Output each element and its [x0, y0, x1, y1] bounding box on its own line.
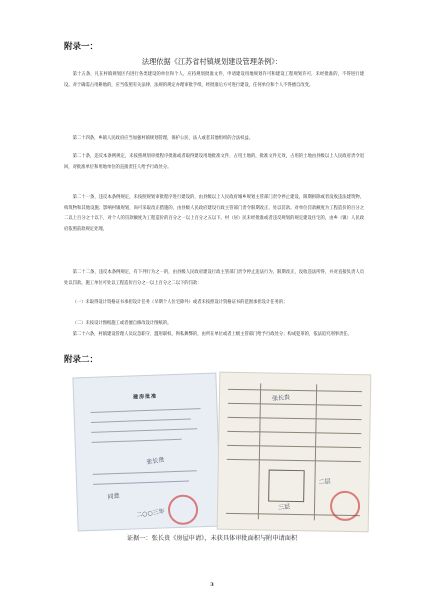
article-15: 第十五条，凡在村镇规划区内进行各类建设的单位和个人，应持规划批准文件，申请建设用地规划许可和建设工程规划许可，未经批准的，不得进行建设。对于确需占用耕地的，应当依照有关法律、法规的规定办理审批手续，经批准后方可进行建设，任何单位和个人不得擅自改变。 — [64, 72, 364, 88]
form-row-line — [227, 431, 361, 434]
approval-doc-title: 建房批准 — [132, 393, 158, 401]
appendix-one-heading: 附录一： — [64, 42, 99, 52]
handwriting-name: 张长贵 — [146, 456, 165, 466]
article-24: 第二十四条，乡镇人民政府应当加强村镇规划管理，保护公民、法人或者其他组织的合法权益。 — [72, 136, 254, 141]
handwriting-floors-b: 三层 — [277, 503, 291, 512]
page-number: 3 — [210, 582, 214, 588]
clause-1: （一）未取得设计资格证书承担设计任务（早期个人住宅除外）或者未按照设计资格证书的范围承担设计任务的； — [72, 300, 288, 305]
article-26: 第二十六条，村镇建设管理人员玩忽职守、滥用职权、徇私舞弊的，由所在单位或者上级主管部门给予行政处分；构成犯罪的，依法追究刑事责任。 — [72, 332, 352, 337]
evidence-caption: 证据一：张长贵《房屋申请》，未获具体审批面积与附申请面积 — [126, 535, 298, 542]
form-row-line — [228, 403, 362, 406]
law-title: 法理依据《江苏省村镇规划建设管理条例》： — [141, 57, 283, 66]
article-22: 第二十二条，违反本条例规定，有下列行为之一的，由县级人民政府建设行政主管部门责令停止违法行为，限期改正，没收违法所得，并对直接负责人员处以罚款。施工单位可处以工程造价百分之一以上百分之二以下的罚款： — [64, 270, 364, 286]
form-row-line — [228, 417, 362, 420]
approval-document-photo — [73, 374, 220, 531]
handwriting-floors-a: 二层 — [318, 478, 331, 487]
form-row-line — [228, 389, 362, 392]
doc-text-line — [92, 439, 182, 443]
doc-text-line — [93, 470, 197, 474]
doc-text-line — [93, 481, 189, 485]
article-20: 第二十条，违反本条例规定，未按照规划审批程序批准或者取得建设用地批准文件，占用土地的，批准文件无效，占用的土地由县级以上人民政府责令退回，对批准单位和用地单位的直接责任人给予行政处分。 — [64, 154, 364, 170]
article-21: 第二十一条，违反本条例规定，未按照规划审批程序进行建设的，由县级以上人民政府城乡规划主管部门责令停止建设，限期拆除或者没收违法建筑物，构筑物和其他设施；影响村镇规划，尚可采取改正措施的，由县级人民政府建设行政主管部门责令限期改正，处以罚款。对单位罚款额度为工程造价的百分之二以上百分之十以下，对个人的罚款额度为工程造价的百分之一以上百分之五以下。村（居）民未经批准或者违反规划的规定建设住宅的，由乡（镇）人民政府依照前款规定处理。 — [64, 195, 364, 232]
doc-text-line — [91, 418, 191, 422]
appendix-two-heading: 附录二： — [64, 355, 99, 365]
official-stamp — [330, 491, 361, 522]
form-row-line — [227, 459, 361, 462]
handwriting-approve: 同意 — [107, 492, 121, 501]
doc-text-line — [91, 428, 197, 432]
form-row-line — [227, 445, 361, 448]
official-stamp — [168, 494, 199, 525]
handwriting-date: 二○○三年 — [135, 507, 166, 519]
doc-text-line — [91, 408, 201, 413]
clause-2: （二）未按设计图纸施工或者擅自修改设计图纸的。 — [72, 321, 172, 326]
floor-plan-sketch — [268, 470, 305, 503]
handwriting-applicant: 张长贵 — [271, 393, 291, 403]
application-form-photo — [218, 373, 371, 532]
